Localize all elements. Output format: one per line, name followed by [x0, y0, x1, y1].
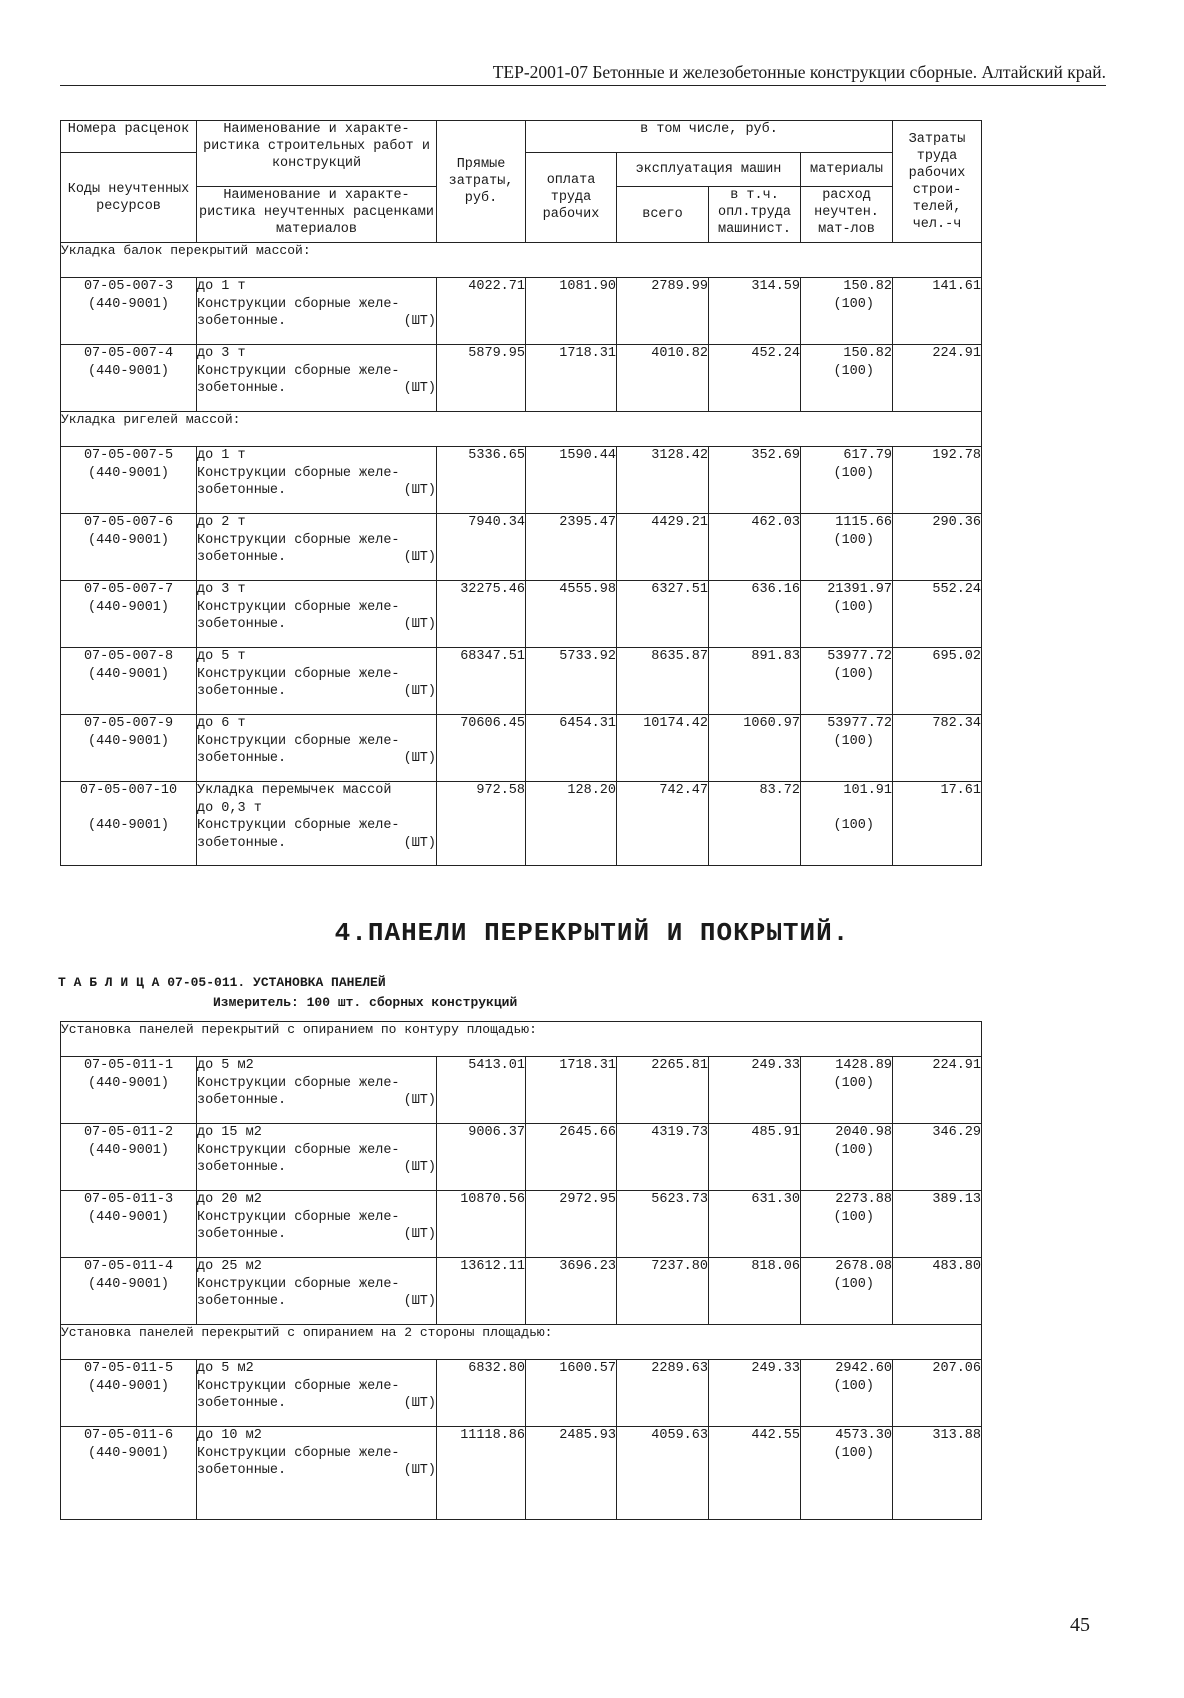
material-name: зобетонные. — [197, 684, 287, 699]
labor: 224.91 — [893, 345, 982, 412]
rate-code: 07-05-011-4 — [83, 1259, 174, 1274]
material-rate: (100) — [833, 1209, 874, 1225]
resource-code: (440-9001) — [87, 1075, 169, 1091]
material-name: зобетонные. — [197, 314, 287, 329]
operator-wages: 249.33 — [709, 1360, 801, 1427]
material-rate: (100) — [833, 363, 874, 379]
direct-costs: 70606.45 — [437, 715, 526, 782]
table-unit: Измеритель: 100 шт. сборных конструкций — [213, 995, 518, 1010]
material-name: зобетонные. — [197, 835, 287, 851]
material-name: Конструкции сборные желе- — [197, 296, 400, 312]
resource-code: (440-9001) — [87, 1445, 169, 1461]
table-row — [61, 1057, 982, 1124]
work-spec: до 3 т — [197, 346, 246, 361]
direct-costs: 6832.80 — [437, 1360, 526, 1427]
labor: 313.88 — [893, 1427, 982, 1520]
material-unit: (ШТ) — [403, 1463, 436, 1478]
wages: 2395.47 — [526, 514, 617, 581]
material-rate: (100) — [833, 1075, 874, 1091]
materials: 2040.98 — [835, 1125, 892, 1140]
material-name: Конструкции сборные желе- — [197, 599, 400, 615]
material-name: Конструкции сборные желе- — [197, 666, 400, 682]
resource-code: (440-9001) — [87, 733, 169, 749]
direct-costs: 972.58 — [437, 782, 526, 866]
material-unit: (ШТ) — [403, 751, 436, 766]
resource-code: (440-9001) — [87, 1378, 169, 1394]
materials: 150.82 — [843, 279, 892, 294]
direct-costs: 4022.71 — [437, 278, 526, 345]
direct-costs: 68347.51 — [437, 648, 526, 715]
materials: 1428.89 — [835, 1058, 892, 1073]
table-row — [61, 1124, 982, 1191]
material-unit: (ШТ) — [403, 1294, 436, 1309]
col-header-machines: эксплуатация машин — [617, 153, 801, 187]
material-unit: (ШТ) — [403, 617, 436, 632]
material-name: зобетонные. — [197, 1227, 287, 1242]
labor: 17.61 — [893, 782, 982, 866]
labor: 141.61 — [893, 278, 982, 345]
materials: 53977.72 — [827, 716, 892, 731]
material-unit: (ШТ) — [403, 1396, 436, 1411]
direct-costs: 5879.95 — [437, 345, 526, 412]
table-row — [61, 648, 982, 715]
material-unit: (ШТ) — [403, 1227, 436, 1242]
work-spec: до 20 м2 — [197, 1192, 262, 1207]
operator-wages: 83.72 — [709, 782, 801, 866]
material-name: Конструкции сборные желе- — [197, 1276, 400, 1292]
material-name: зобетонные. — [197, 1093, 287, 1108]
wages: 1081.90 — [526, 278, 617, 345]
material-rate: (100) — [833, 1445, 874, 1461]
col-header-material-name: Наименование и характе-ристика неучтенных расценками материалов — [197, 187, 437, 243]
material-unit: (ШТ) — [403, 684, 436, 699]
material-name: зобетонные. — [197, 1463, 287, 1478]
table-row — [61, 514, 982, 581]
machines-total: 8635.87 — [617, 648, 709, 715]
machines-total: 4059.63 — [617, 1427, 709, 1520]
material-name: Конструкции сборные желе- — [197, 532, 400, 548]
labor: 483.80 — [893, 1258, 982, 1325]
col-header-including: в том числе, руб. — [526, 121, 893, 153]
section-heading-beams: Укладка балок перекрытий массой: — [61, 243, 982, 278]
operator-wages: 314.59 — [709, 278, 801, 345]
material-rate: (100) — [833, 1276, 874, 1292]
rate-code: 07-05-007-10 — [79, 783, 178, 798]
work-spec: до 6 т — [197, 716, 246, 731]
direct-costs: 5413.01 — [437, 1057, 526, 1124]
resource-code: (440-9001) — [87, 363, 169, 379]
rate-code: 07-05-011-6 — [83, 1428, 174, 1443]
resource-code: (440-9001) — [87, 1276, 169, 1292]
section-heading-crossbars: Укладка ригелей массой: — [61, 412, 982, 447]
material-name: зобетонные. — [197, 751, 287, 766]
wages: 2485.93 — [526, 1427, 617, 1520]
resource-code: (440-9001) — [87, 1142, 169, 1158]
labor: 290.36 — [893, 514, 982, 581]
labor: 389.13 — [893, 1191, 982, 1258]
materials: 2942.60 — [835, 1361, 892, 1376]
wages: 2972.95 — [526, 1191, 617, 1258]
wages: 1718.31 — [526, 1057, 617, 1124]
wages: 3696.23 — [526, 1258, 617, 1325]
machines-total: 4319.73 — [617, 1124, 709, 1191]
table-row — [61, 278, 982, 345]
resource-code: (440-9001) — [87, 666, 169, 682]
rate-code: 07-05-007-3 — [83, 279, 174, 294]
work-spec: до 0,3 т — [197, 800, 262, 816]
work-spec: до 5 м2 — [197, 1058, 254, 1073]
work-spec: до 3 т — [197, 582, 246, 597]
material-name: зобетонные. — [197, 381, 287, 396]
material-rate: (100) — [833, 1142, 874, 1158]
rate-code: 07-05-007-9 — [83, 716, 174, 731]
wages: 1600.57 — [526, 1360, 617, 1427]
labor: 192.78 — [893, 447, 982, 514]
labor: 552.24 — [893, 581, 982, 648]
material-rate: (100) — [833, 666, 874, 682]
direct-costs: 9006.37 — [437, 1124, 526, 1191]
machines-total: 2265.81 — [617, 1057, 709, 1124]
material-name: зобетонные. — [197, 1396, 287, 1411]
materials: 101.91 — [843, 783, 892, 798]
rates-table-07-05-011 — [60, 1021, 982, 1520]
operator-wages: 249.33 — [709, 1057, 801, 1124]
machines-total: 7237.80 — [617, 1258, 709, 1325]
rate-code: 07-05-011-5 — [83, 1361, 174, 1376]
table-row — [61, 1360, 982, 1427]
col-header-wages: оплата труда рабочих — [526, 153, 617, 243]
machines-total: 742.47 — [617, 782, 709, 866]
material-name: Конструкции сборные желе- — [197, 1445, 400, 1461]
material-rate: (100) — [833, 733, 874, 749]
work-spec: до 2 т — [197, 515, 246, 530]
work-spec: до 25 м2 — [197, 1259, 262, 1274]
operator-wages: 485.91 — [709, 1124, 801, 1191]
rate-code: 07-05-007-5 — [83, 448, 174, 463]
table-row — [61, 715, 982, 782]
materials: 21391.97 — [827, 582, 892, 597]
wages: 1590.44 — [526, 447, 617, 514]
material-name: зобетонные. — [197, 483, 287, 498]
resource-code: (440-9001) — [87, 532, 169, 548]
labor: 346.29 — [893, 1124, 982, 1191]
section-heading-contour: Установка панелей перекрытий с опиранием по контуру площадью: — [61, 1022, 982, 1057]
col-header-work-name: Наименование и характе-ристика строительных работ и конструкций — [197, 121, 437, 187]
table-row — [61, 447, 982, 514]
material-name: зобетонные. — [197, 1294, 287, 1309]
materials: 1115.66 — [835, 515, 892, 530]
material-unit: (ШТ) — [403, 381, 436, 396]
direct-costs: 11118.86 — [437, 1427, 526, 1520]
direct-costs: 7940.34 — [437, 514, 526, 581]
material-name: Конструкции сборные желе- — [197, 465, 400, 481]
work-spec: до 10 м2 — [197, 1428, 262, 1443]
direct-costs: 32275.46 — [437, 581, 526, 648]
work-spec: до 5 м2 — [197, 1361, 254, 1376]
machines-total: 2789.99 — [617, 278, 709, 345]
operator-wages: 352.69 — [709, 447, 801, 514]
machines-total: 10174.42 — [617, 715, 709, 782]
wages: 2645.66 — [526, 1124, 617, 1191]
resource-code: (440-9001) — [87, 1209, 169, 1225]
material-unit: (ШТ) — [403, 314, 436, 329]
material-name: Конструкции сборные желе- — [197, 1075, 400, 1091]
labor: 695.02 — [893, 648, 982, 715]
rate-code: 07-05-007-7 — [83, 582, 174, 597]
labor: 224.91 — [893, 1057, 982, 1124]
work-spec: до 15 м2 — [197, 1125, 262, 1140]
material-name: зобетонные. — [197, 550, 287, 565]
direct-costs: 13612.11 — [437, 1258, 526, 1325]
material-rate: (100) — [833, 818, 874, 833]
page-number: 45 — [1070, 1614, 1090, 1636]
rate-code: 07-05-011-3 — [83, 1192, 174, 1207]
material-name: зобетонные. — [197, 1160, 287, 1175]
wages: 6454.31 — [526, 715, 617, 782]
materials: 53977.72 — [827, 649, 892, 664]
table-caption: Т А Б Л И Ц А 07-05-011. УСТАНОВКА ПАНЕЛЕЙ — [58, 975, 386, 990]
header-rule — [60, 85, 1106, 86]
material-unit: (ШТ) — [403, 835, 436, 851]
wages: 128.20 — [526, 782, 617, 866]
rate-code: 07-05-007-6 — [83, 515, 174, 530]
wages: 1718.31 — [526, 345, 617, 412]
operator-wages: 452.24 — [709, 345, 801, 412]
table-row — [61, 782, 982, 866]
col-header-machines-total: всего — [617, 187, 709, 243]
col-header-direct-costs: Прямые затраты, руб. — [437, 121, 526, 243]
table-row — [61, 1191, 982, 1258]
material-name: Конструкции сборные желе- — [197, 1142, 400, 1158]
col-header-unaccounted-materials: расход неучтен. мат-лов — [801, 187, 893, 243]
material-unit: (ШТ) — [403, 550, 436, 565]
rate-code: 07-05-011-1 — [83, 1058, 174, 1073]
material-name: Конструкции сборные желе- — [197, 363, 400, 379]
operator-wages: 1060.97 — [709, 715, 801, 782]
material-name: Конструкции сборные желе- — [197, 733, 400, 749]
material-name: Конструкции сборные желе- — [197, 818, 400, 833]
resource-code: (440-9001) — [87, 465, 169, 481]
machines-total: 5623.73 — [617, 1191, 709, 1258]
table-row — [61, 581, 982, 648]
work-spec: до 5 т — [197, 649, 246, 664]
labor: 782.34 — [893, 715, 982, 782]
direct-costs: 10870.56 — [437, 1191, 526, 1258]
machines-total: 2289.63 — [617, 1360, 709, 1427]
material-unit: (ШТ) — [403, 483, 436, 498]
table-row — [61, 1427, 982, 1520]
material-name: Конструкции сборные желе- — [197, 1209, 400, 1225]
materials: 2678.08 — [835, 1259, 892, 1274]
page-header: ТЕР-2001-07 Бетонные и железобетонные конструкции сборные. Алтайский край. — [492, 62, 1106, 82]
direct-costs: 5336.65 — [437, 447, 526, 514]
wages: 4555.98 — [526, 581, 617, 648]
resource-code: (440-9001) — [87, 818, 169, 833]
col-header-operator-wages: в т.ч. опл.труда машинист. — [709, 187, 801, 243]
materials: 617.79 — [843, 448, 892, 463]
material-unit: (ШТ) — [403, 1093, 436, 1108]
col-header-resource-codes: Коды неучтенных ресурсов — [61, 153, 197, 243]
material-rate: (100) — [833, 1378, 874, 1394]
material-name: зобетонные. — [197, 617, 287, 632]
rate-code: 07-05-011-2 — [83, 1125, 174, 1140]
operator-wages: 631.30 — [709, 1191, 801, 1258]
materials: 4573.30 — [835, 1428, 892, 1443]
material-name: Конструкции сборные желе- — [197, 1378, 400, 1394]
labor: 207.06 — [893, 1360, 982, 1427]
machines-total: 4010.82 — [617, 345, 709, 412]
wages: 5733.92 — [526, 648, 617, 715]
material-rate: (100) — [833, 599, 874, 615]
work-spec: до 1 т — [197, 279, 246, 294]
operator-wages: 818.06 — [709, 1258, 801, 1325]
section-heading-two-sides: Установка панелей перекрытий с опиранием на 2 стороны площадью: — [61, 1325, 982, 1360]
col-header-rate-numbers: Номера расценок — [61, 121, 197, 153]
operator-wages: 462.03 — [709, 514, 801, 581]
table-row — [61, 1258, 982, 1325]
resource-code: (440-9001) — [87, 599, 169, 615]
col-header-materials: материалы — [801, 153, 893, 187]
rate-code: 07-05-007-8 — [83, 649, 174, 664]
resource-code: (440-9001) — [87, 296, 169, 312]
work-spec: Укладка перемычек массой — [197, 783, 392, 798]
section-title: 4.ПАНЕЛИ ПЕРЕКРЫТИЙ И ПОКРЫТИЙ. — [334, 918, 850, 948]
machines-total: 4429.21 — [617, 514, 709, 581]
materials: 150.82 — [843, 346, 892, 361]
material-rate: (100) — [833, 296, 874, 312]
operator-wages: 891.83 — [709, 648, 801, 715]
col-header-labor: Затраты труда рабочих строи-телей, чел.-ч — [893, 121, 982, 243]
material-rate: (100) — [833, 465, 874, 481]
machines-total: 3128.42 — [617, 447, 709, 514]
rate-code: 07-05-007-4 — [83, 346, 174, 361]
machines-total: 6327.51 — [617, 581, 709, 648]
operator-wages: 636.16 — [709, 581, 801, 648]
materials: 2273.88 — [835, 1192, 892, 1207]
material-unit: (ШТ) — [403, 1160, 436, 1175]
material-rate: (100) — [833, 532, 874, 548]
rates-table-07-05-007 — [60, 120, 982, 866]
work-spec: до 1 т — [197, 448, 246, 463]
operator-wages: 442.55 — [709, 1427, 801, 1520]
table-row — [61, 345, 982, 412]
